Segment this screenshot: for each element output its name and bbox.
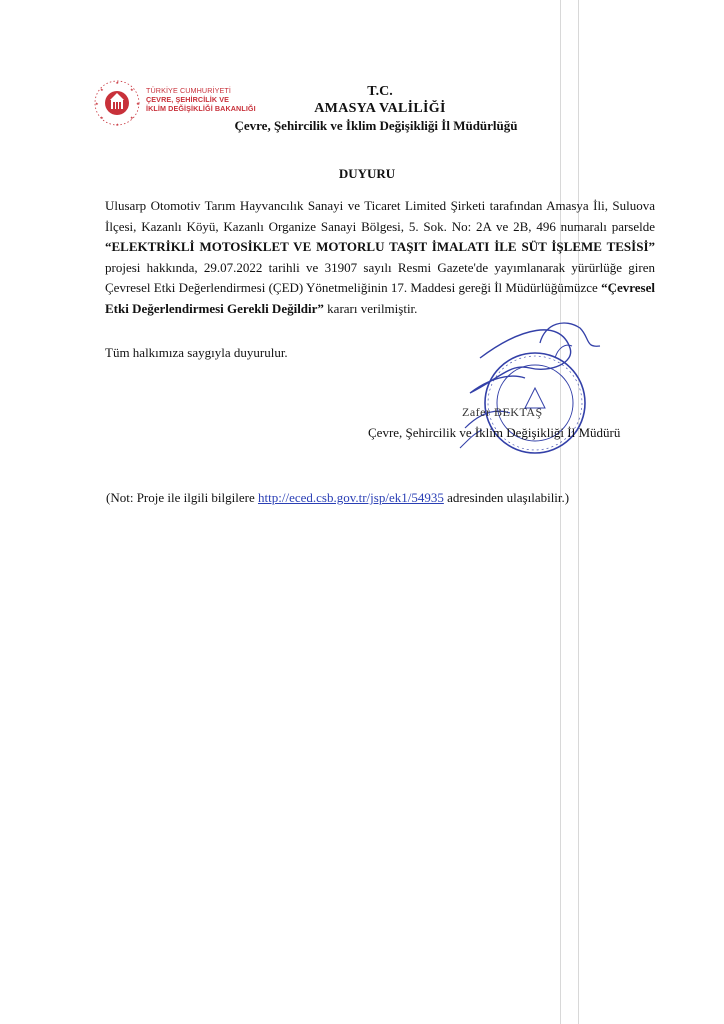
svg-text:★: ★ <box>136 101 140 106</box>
document-title: DUYURU <box>338 166 396 181</box>
note-prefix: (Not: Proje ile ilgili bilgilere <box>106 490 259 505</box>
svg-text:★: ★ <box>130 87 134 92</box>
closing-line: Tüm halkımıza saygıyla duyurulur. <box>105 345 288 360</box>
ministry-line: TÜRKİYE CUMHURİYETİ <box>146 86 231 95</box>
scan-margin-line <box>578 0 579 1024</box>
header-valilik: AMASYA VALİLİĞİ <box>314 101 446 116</box>
header-tc: T.C. <box>367 84 393 99</box>
signer-name: Zafer BEKTAŞ <box>462 405 543 419</box>
body-text-part: projesi hakkında, 29.07.2022 tarihli ve 31907 sayılı Resmi Gazete'de yayımlanarak yürürlüğe giren Çevresel Etki Değerlendirmesi (ÇED) Yönetmeliğinin 17. Maddesi gereği İl Müdürlüğümüzce <box>105 259 655 296</box>
body-text-part: Ulusarp Otomotiv Tarım Hayvancılık Sanayi ve Ticaret Limited Şirketi tarafından Amasya İli, Suluova İlçesi, Kazanlı Köyü, Kazanlı Organize Sanayi Bölgesi, 5. Sok. No: 2A ve 2B, 496 numaralı parselde <box>105 198 655 234</box>
ministry-line: İKLİM DEĞİŞİKLİĞİ BAKANLIĞI <box>146 104 256 113</box>
body-text-part: kararı verilmiştir. <box>323 300 418 316</box>
signer-title: Çevre, Şehircilik ve İklim Değişikliği İl Müdürü <box>368 425 621 440</box>
svg-text:★: ★ <box>100 115 104 120</box>
project-name: “ELEKTRİKLİ MOTOSİKLET VE MOTORLU TAŞIT İMALATI İLE SÜT İŞLEME TESİSİ” <box>105 239 655 255</box>
svg-text:★: ★ <box>115 80 120 85</box>
svg-text:★: ★ <box>115 122 120 127</box>
note-suffix: adresinden ulaşılabilir.) <box>443 490 570 505</box>
header-mudurluk: Çevre, Şehircilik ve İklim Değişikliği İl Müdürlüğü <box>234 118 518 133</box>
svg-text:★: ★ <box>130 115 134 120</box>
ministry-line: ÇEVRE, ŞEHİRCİLİK VE <box>146 95 230 104</box>
official-stamp-signature <box>440 318 610 473</box>
svg-text:★: ★ <box>95 101 99 106</box>
decision-text: “Çevresel Etki Değerlendirmesi Gerekli Değildir” <box>105 280 655 316</box>
announcement-body <box>105 196 655 320</box>
project-info-note <box>106 490 569 506</box>
svg-text:★: ★ <box>100 87 104 92</box>
project-info-link[interactable]: http://eced.csb.gov.tr/jsp/ek1/54935 <box>258 490 444 505</box>
scan-margin-line <box>560 0 561 1024</box>
